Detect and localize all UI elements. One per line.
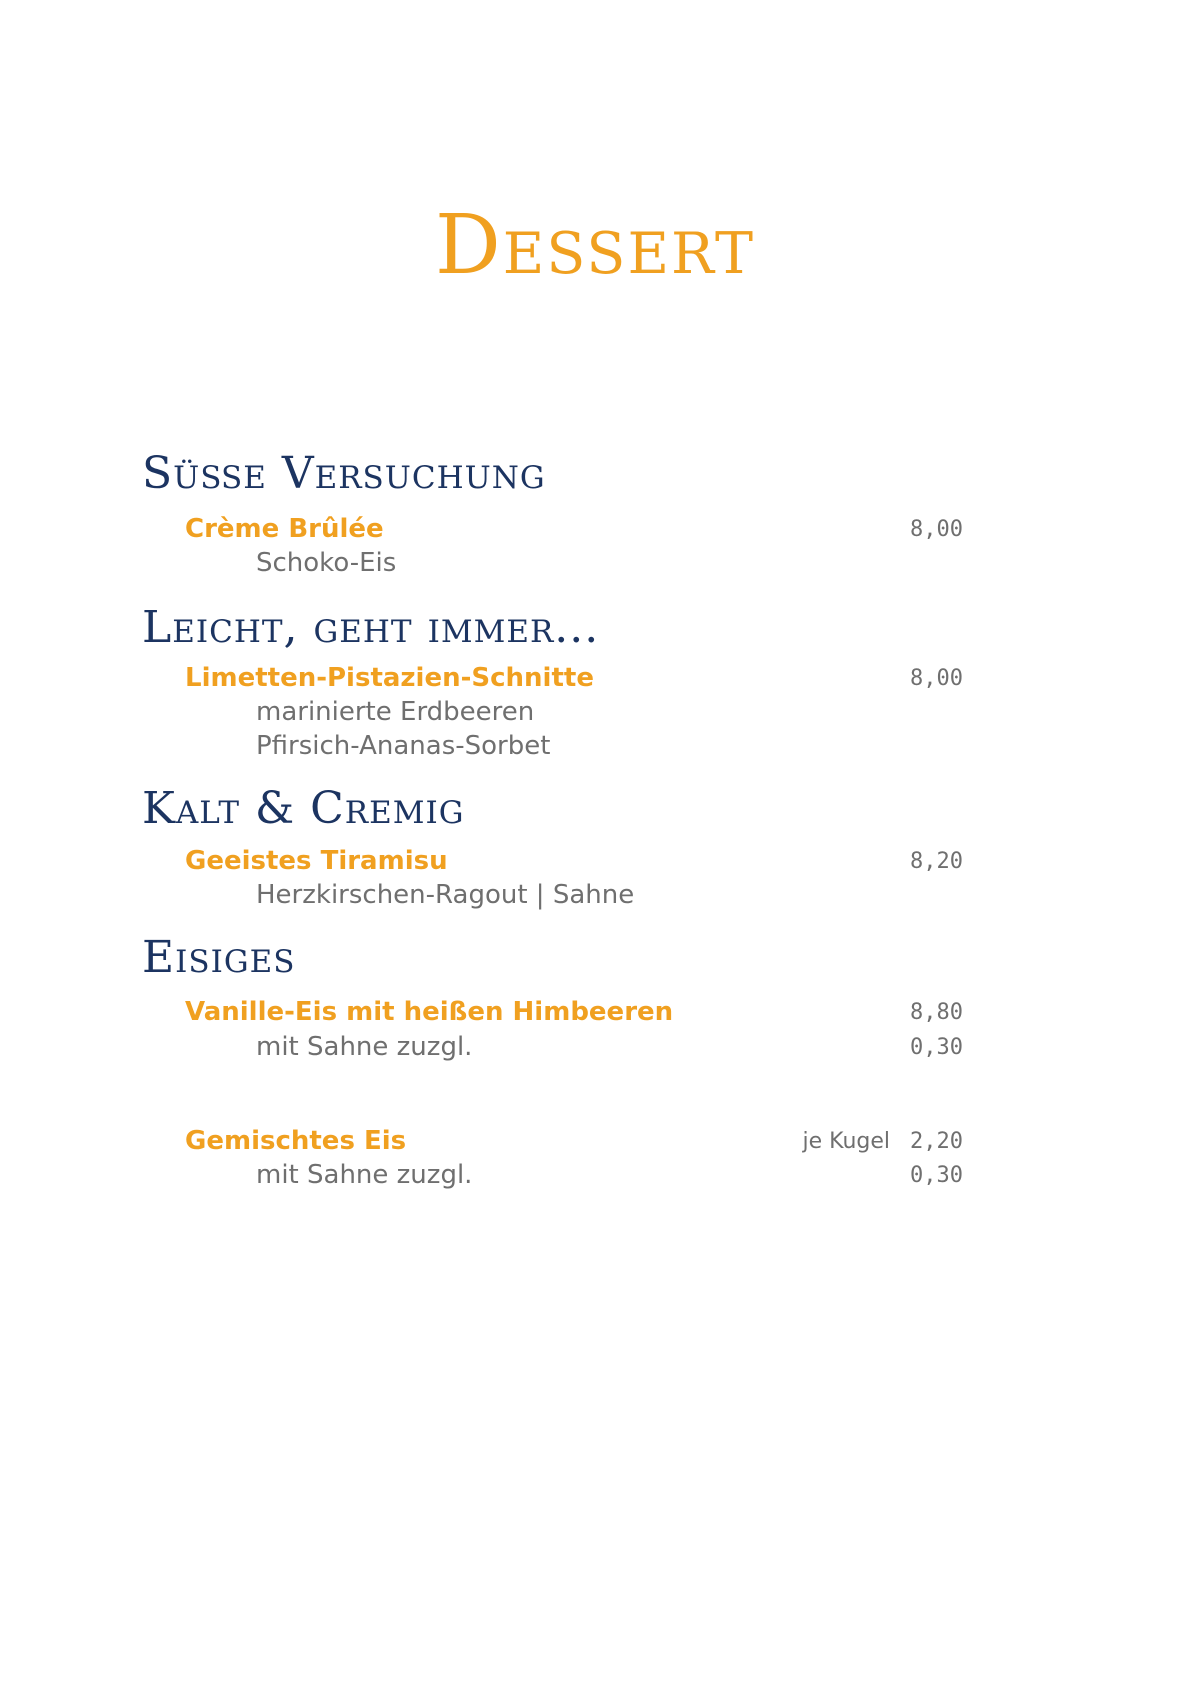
menu-item-name: Geeistes Tiramisu [185, 846, 448, 876]
menu-item-extra-price: 0,30 [910, 1163, 963, 1188]
menu-item-price: 2,20 [910, 1129, 963, 1154]
menu-item-description: Pfirsich-Ananas-Sorbet [256, 731, 551, 761]
menu-item-price: 8,80 [910, 1000, 963, 1025]
menu-item-name: Limetten-Pistazien-Schnitte [185, 663, 594, 693]
menu-item-description: mit Sahne zuzgl. [256, 1160, 473, 1190]
menu-item-description: Schoko-Eis [256, 548, 397, 578]
menu-item-description: marinierte Erdbeeren [256, 697, 535, 727]
menu-item-price: 8,00 [910, 666, 963, 691]
menu-item-description: mit Sahne zuzgl. [256, 1032, 473, 1062]
section-heading-eisiges: Eisiges [142, 932, 296, 983]
menu-item-unit-note: je Kugel [802, 1129, 890, 1154]
menu-item-name: Crème Brûlée [185, 514, 384, 544]
menu-item-description: Herzkirschen-Ragout | Sahne [256, 880, 635, 910]
section-heading-suesse-versuchung: Süße Versuchung [142, 448, 546, 499]
menu-item-price: 8,20 [910, 849, 963, 874]
page-title: Dessert [435, 198, 755, 293]
section-heading-kalt-cremig: Kalt & Cremig [142, 783, 465, 834]
menu-item-name: Vanille-Eis mit heißen Himbeeren [185, 997, 674, 1027]
menu-item-price: 8,00 [910, 517, 963, 542]
menu-item-extra-price: 0,30 [910, 1035, 963, 1060]
menu-item-name: Gemischtes Eis [185, 1126, 407, 1156]
section-heading-leicht-geht-immer: Leicht, geht immer... [142, 602, 600, 653]
